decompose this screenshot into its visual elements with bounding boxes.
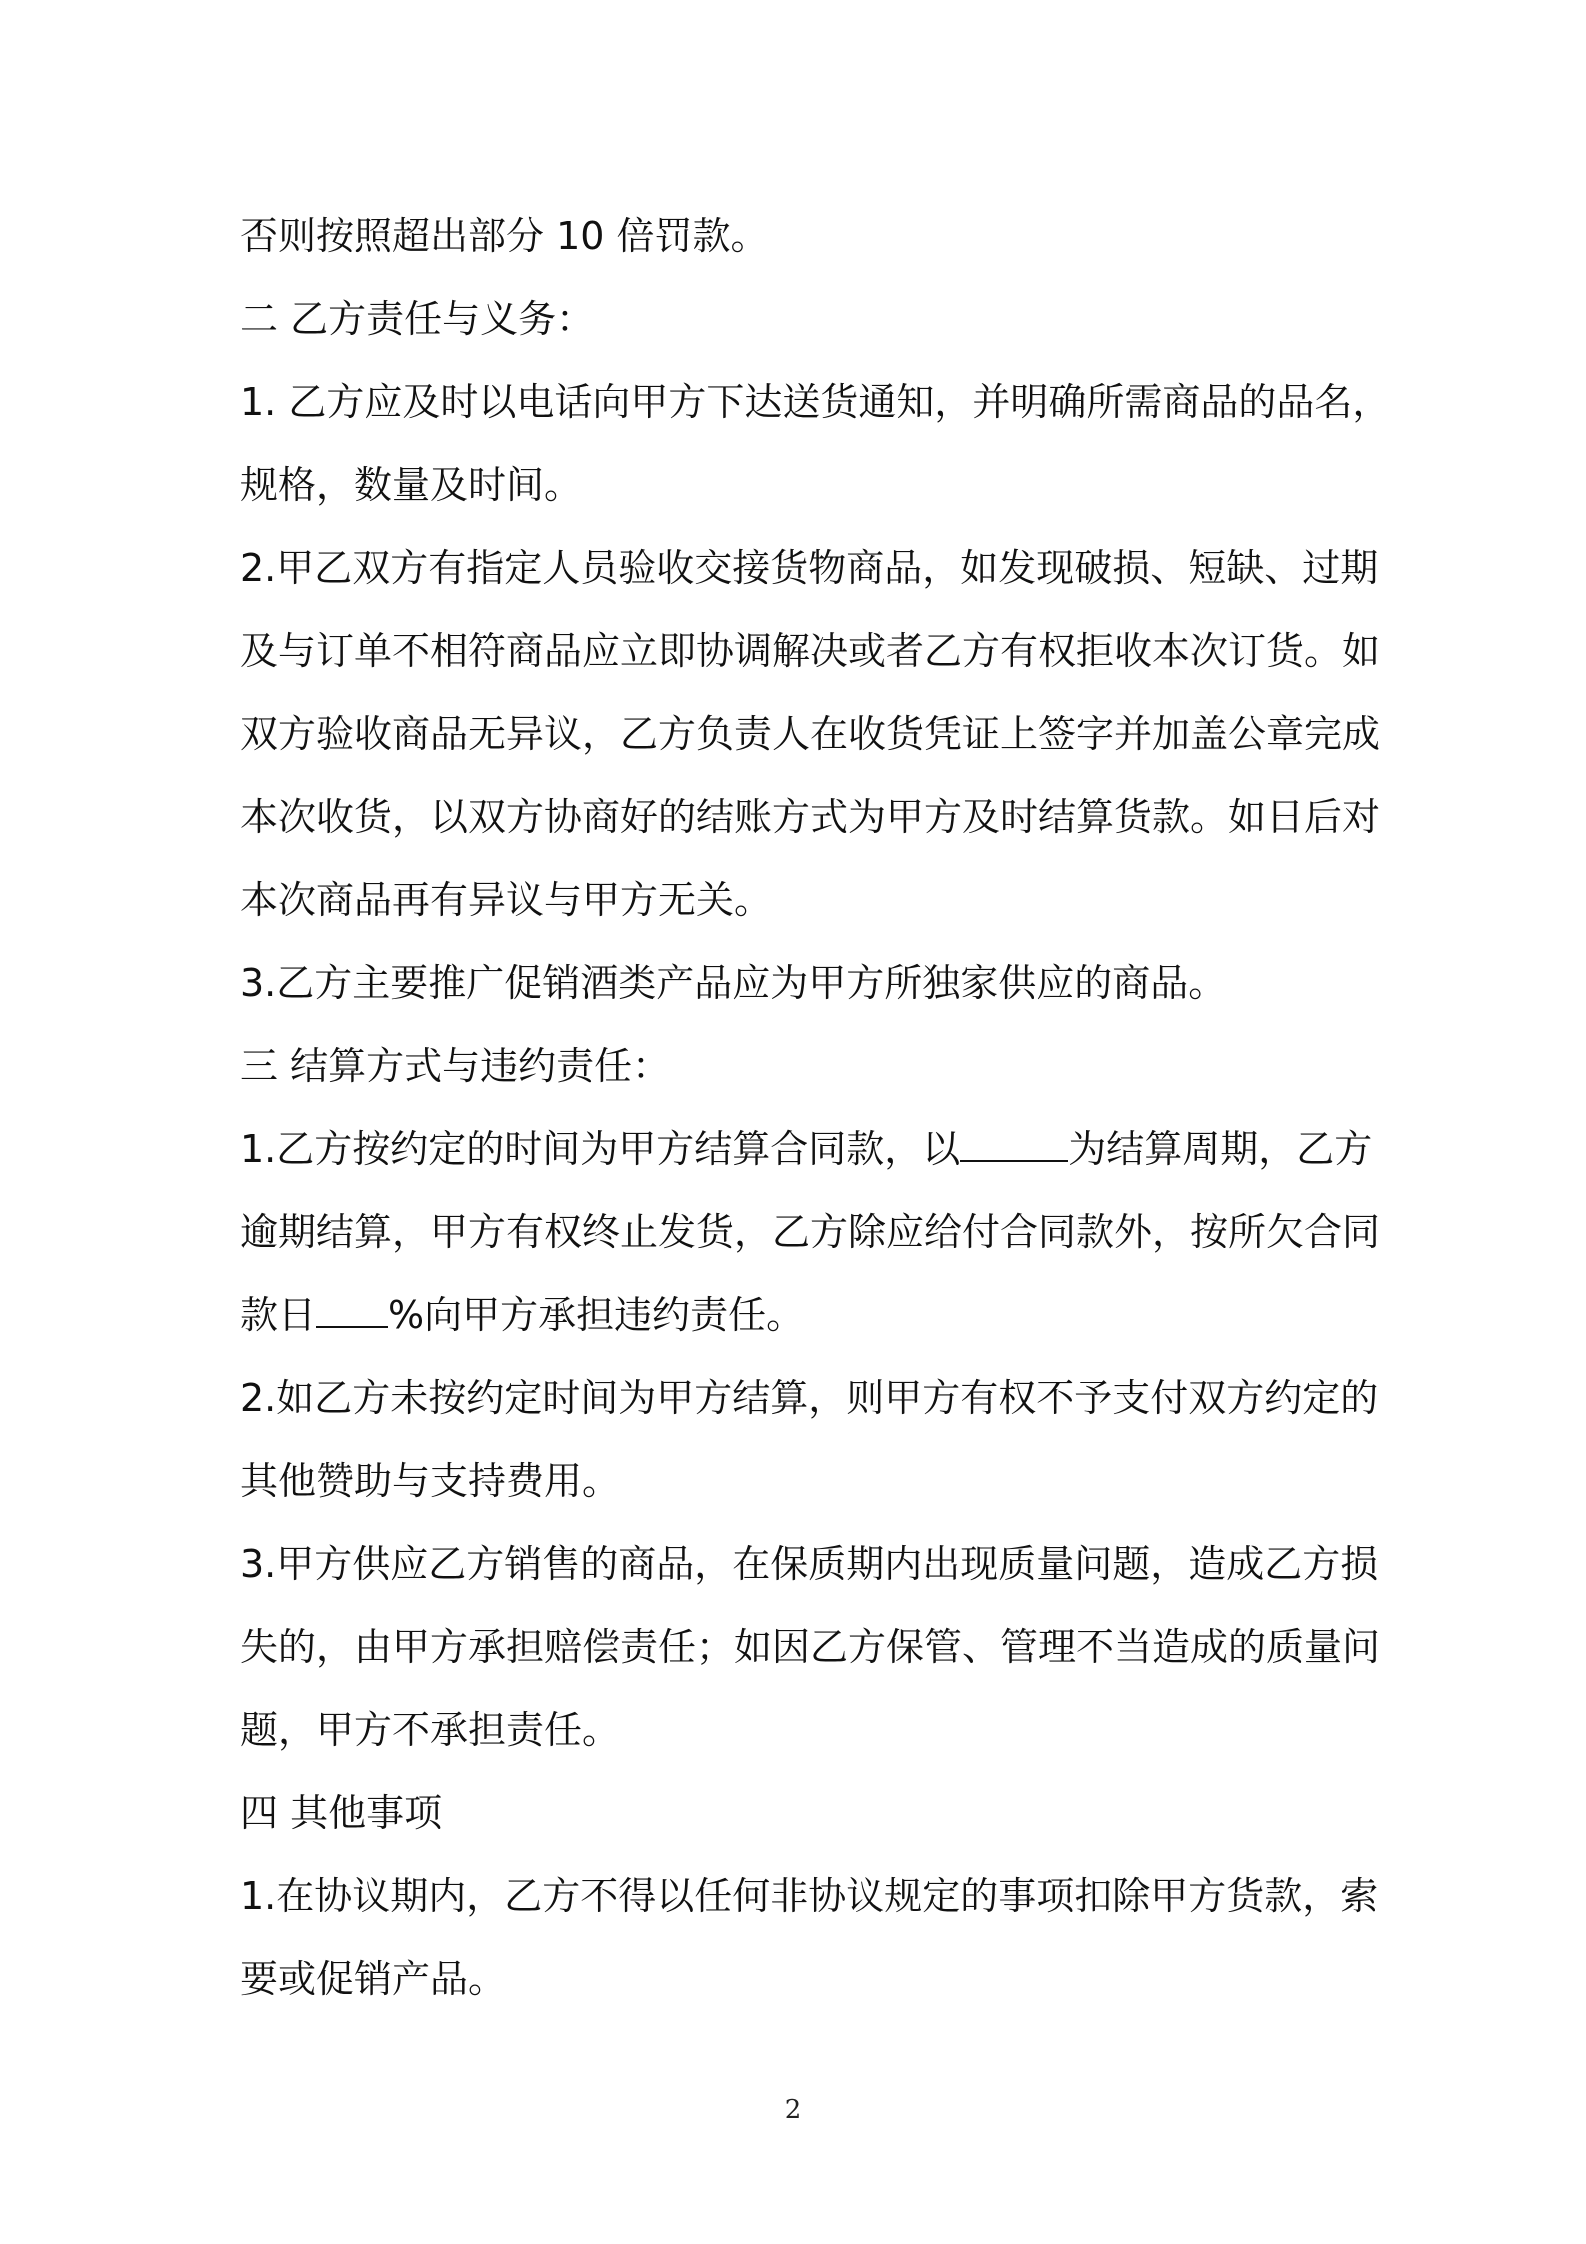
settlement-period-blank [960,1130,1068,1162]
paragraph-line [240,1274,1360,1357]
penalty-rate-blank [316,1296,388,1328]
paragraph-line: 1. 乙方应及时以电话向甲方下达送货通知，并明确所需商品的品名， [240,380,1391,424]
text-segment: 款日 [240,1293,317,1337]
text-segment: 1.乙方按约定的时间为甲方结算合同款，以 [240,1127,961,1171]
text-segment: %向甲方承担违约责任。 [388,1293,805,1337]
paragraph-line: 1.在协议期内，乙方不得以任何非协议规定的事项扣除甲方货款，索 [240,1874,1379,1918]
document-body [240,195,1391,2021]
paragraph-line: 逾期结算，甲方有权终止发货，乙方除应给付合同款外，按所欠合同 [240,1210,1381,1254]
text-segment: 为结算周期，乙方 [1068,1127,1373,1171]
section-heading-3: 三 结算方式与违约责任： [240,1044,671,1088]
paragraph-line: 失的，由甲方承担赔偿责任；如因乙方保管、管理不当造成的质量问 [240,1625,1381,1669]
paragraph-line [240,1108,1373,1191]
paragraph-line: 及与订单不相符商品应立即协调解决或者乙方有权拒收本次订货。如 [240,629,1381,673]
paragraph-line: 本次收货，以双方协商好的结账方式为甲方及时结算货款。如日后对 [240,795,1381,839]
paragraph-line: 否则按照超出部分 10 倍罚款。 [240,214,769,258]
paragraph-line: 3.乙方主要推广促销酒类产品应为甲方所独家供应的商品。 [240,961,1227,1005]
paragraph-line: 2.甲乙双方有指定人员验收交接货物商品，如发现破损、短缺、过期 [240,546,1379,590]
paragraph-line: 2.如乙方未按约定时间为甲方结算，则甲方有权不予支付双方约定的 [240,1376,1379,1420]
paragraph-line: 其他赞助与支持费用。 [240,1459,621,1503]
paragraph-line: 双方验收商品无异议，乙方负责人在收货凭证上签字并加盖公章完成 [240,712,1381,756]
paragraph-line: 规格，数量及时间。 [240,463,583,507]
paragraph-line: 要或促销产品。 [240,1957,507,2001]
paragraph-line: 3.甲方供应乙方销售的商品，在保质期内出现质量问题，造成乙方损 [240,1542,1379,1586]
section-heading-4: 四 其他事项 [240,1791,443,1835]
section-heading-2: 二 乙方责任与义务： [240,297,595,341]
paragraph-line: 题，甲方不承担责任。 [240,1708,621,1752]
paragraph-line: 本次商品再有异议与甲方无关。 [240,878,773,922]
page-number: 2 [784,2095,802,2125]
